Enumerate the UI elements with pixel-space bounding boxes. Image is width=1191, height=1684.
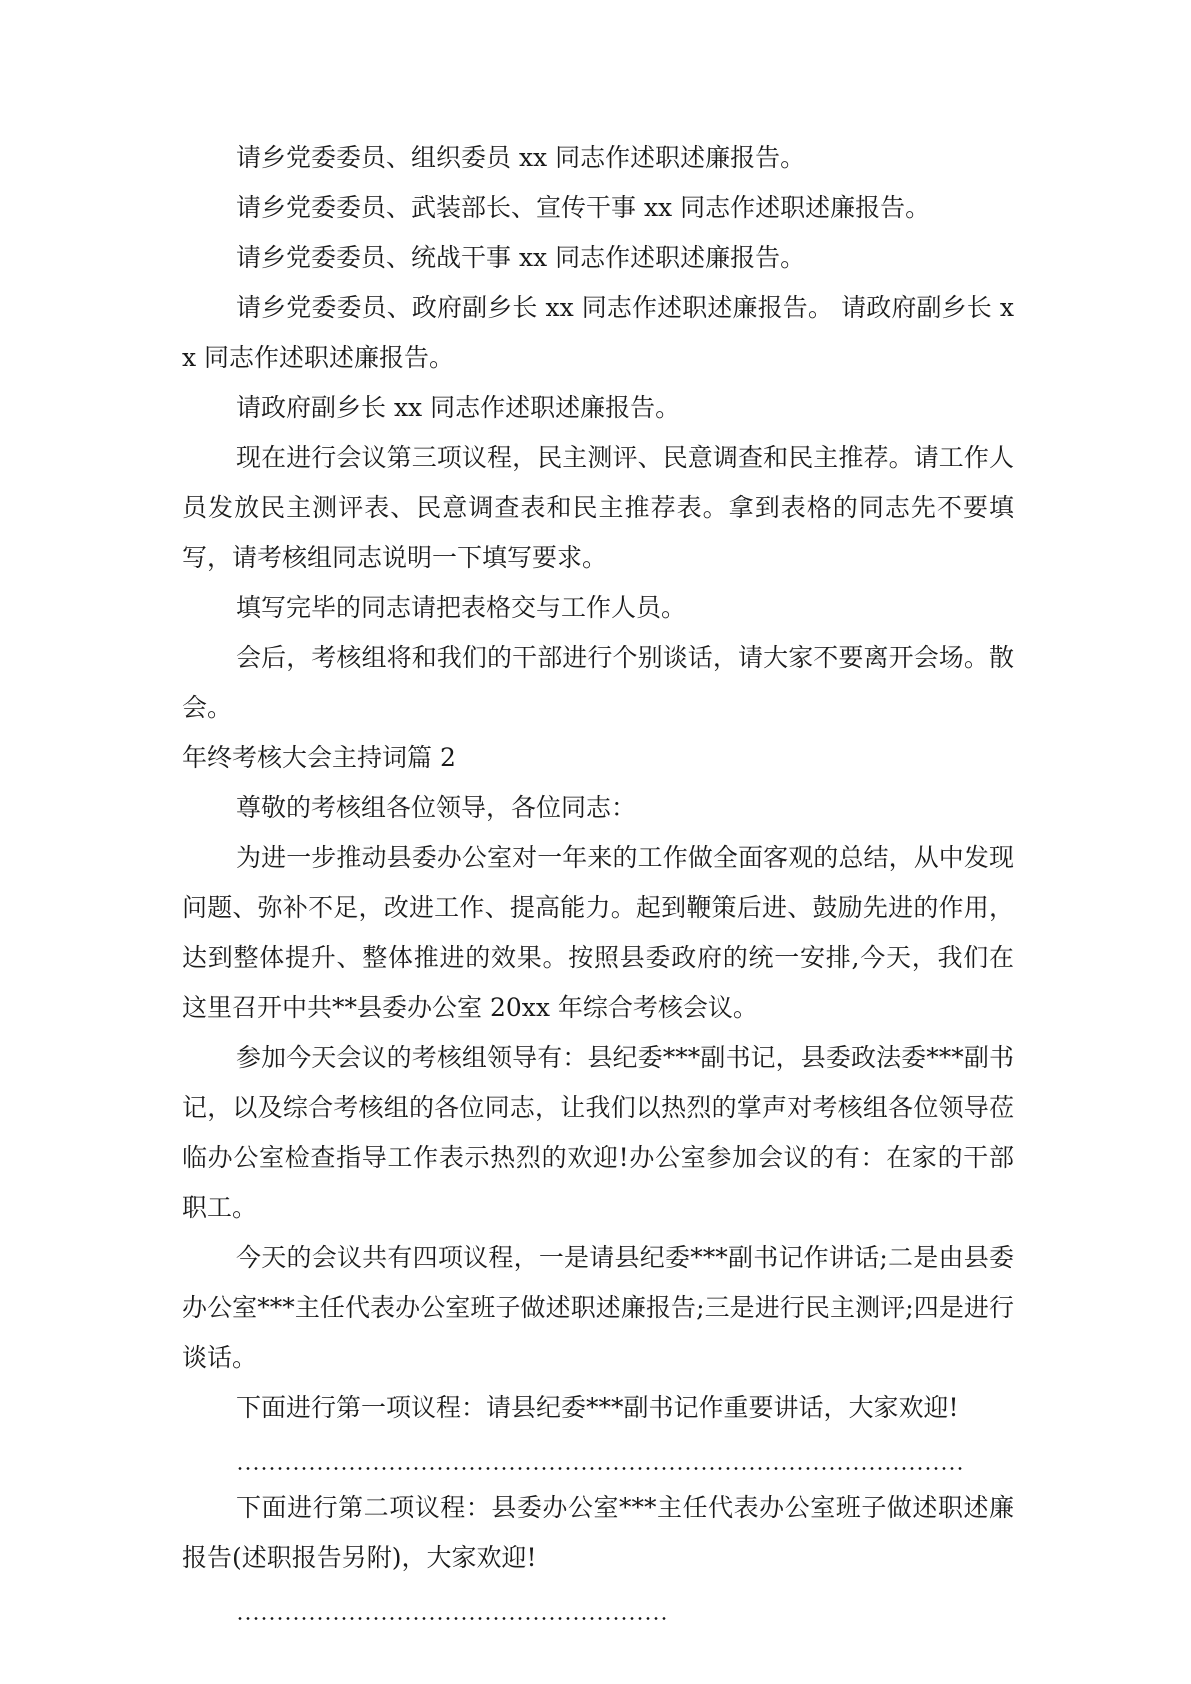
paragraph-2: 请乡党委委员、武装部长、宣传干事 xx 同志作述职述廉报告。 <box>236 193 931 222</box>
paragraph-14: 下面进行第二项议程：县委办公室***主任代表办公室班子做述职述廉报告(述职报告另附)，大家欢迎! <box>182 1493 1014 1572</box>
paragraph-5: 请政府副乡长 xx 同志作述职述廉报告。 <box>236 393 681 422</box>
ellipsis-divider-long <box>182 1433 1014 1483</box>
ellipsis-divider-short <box>182 1583 1014 1633</box>
paragraph-7: 填写完毕的同志请把表格交与工作人员。 <box>236 593 687 622</box>
dotted-line <box>236 1617 666 1620</box>
document-body <box>182 133 1014 1633</box>
paragraph-4: 请乡党委委员、政府副乡长 xx 同志作述职述廉报告。 请政府副乡长 xx 同志作述职述廉报告。 <box>182 293 1014 372</box>
paragraph-12: 今天的会议共有四项议程，一是请县纪委***副书记作讲话;二是由县委办公室***主任代表办公室班子做述职述廉报告;三是进行民主测评;四是进行谈话。 <box>182 1243 1014 1372</box>
paragraph-13: 下面进行第一项议程：请县纪委***副书记作重要讲话，大家欢迎! <box>236 1393 959 1422</box>
paragraph-10: 为进一步推动县委办公室对一年来的工作做全面客观的总结，从中发现问题、弥补不足，改进工作、提高能力。起到鞭策后进、鼓励先进的作用，达到整体提升、整体推进的效果。按照县委政府的统一安排,今天，我们在这里召开中共**县委办公室 20xx 年综合考核会议。 <box>182 843 1014 1022</box>
paragraph-11: 参加今天会议的考核组领导有：县纪委***副书记，县委政法委***副书记，以及综合考核组的各位同志，让我们以热烈的掌声对考核组各位领导莅临办公室检查指导工作表示热烈的欢迎!办公室参加会议的有：在家的干部职工。 <box>182 1043 1014 1222</box>
paragraph-3: 请乡党委委员、统战干事 xx 同志作述职述廉报告。 <box>236 243 806 272</box>
dotted-line <box>236 1467 964 1470</box>
paragraph-8: 会后，考核组将和我们的干部进行个别谈话，请大家不要离开会场。散会。 <box>182 643 1014 722</box>
salutation: 尊敬的考核组各位领导，各位同志： <box>236 793 637 822</box>
paragraph-1: 请乡党委委员、组织委员 xx 同志作述职述廉报告。 <box>236 143 806 172</box>
paragraph-6: 现在进行会议第三项议程，民主测评、民意调查和民主推荐。请工作人员发放民主测评表、民意调查表和民主推荐表。拿到表格的同志先不要填写，请考核组同志说明一下填写要求。 <box>182 443 1014 572</box>
section-heading: 年终考核大会主持词篇 2 <box>182 743 456 772</box>
